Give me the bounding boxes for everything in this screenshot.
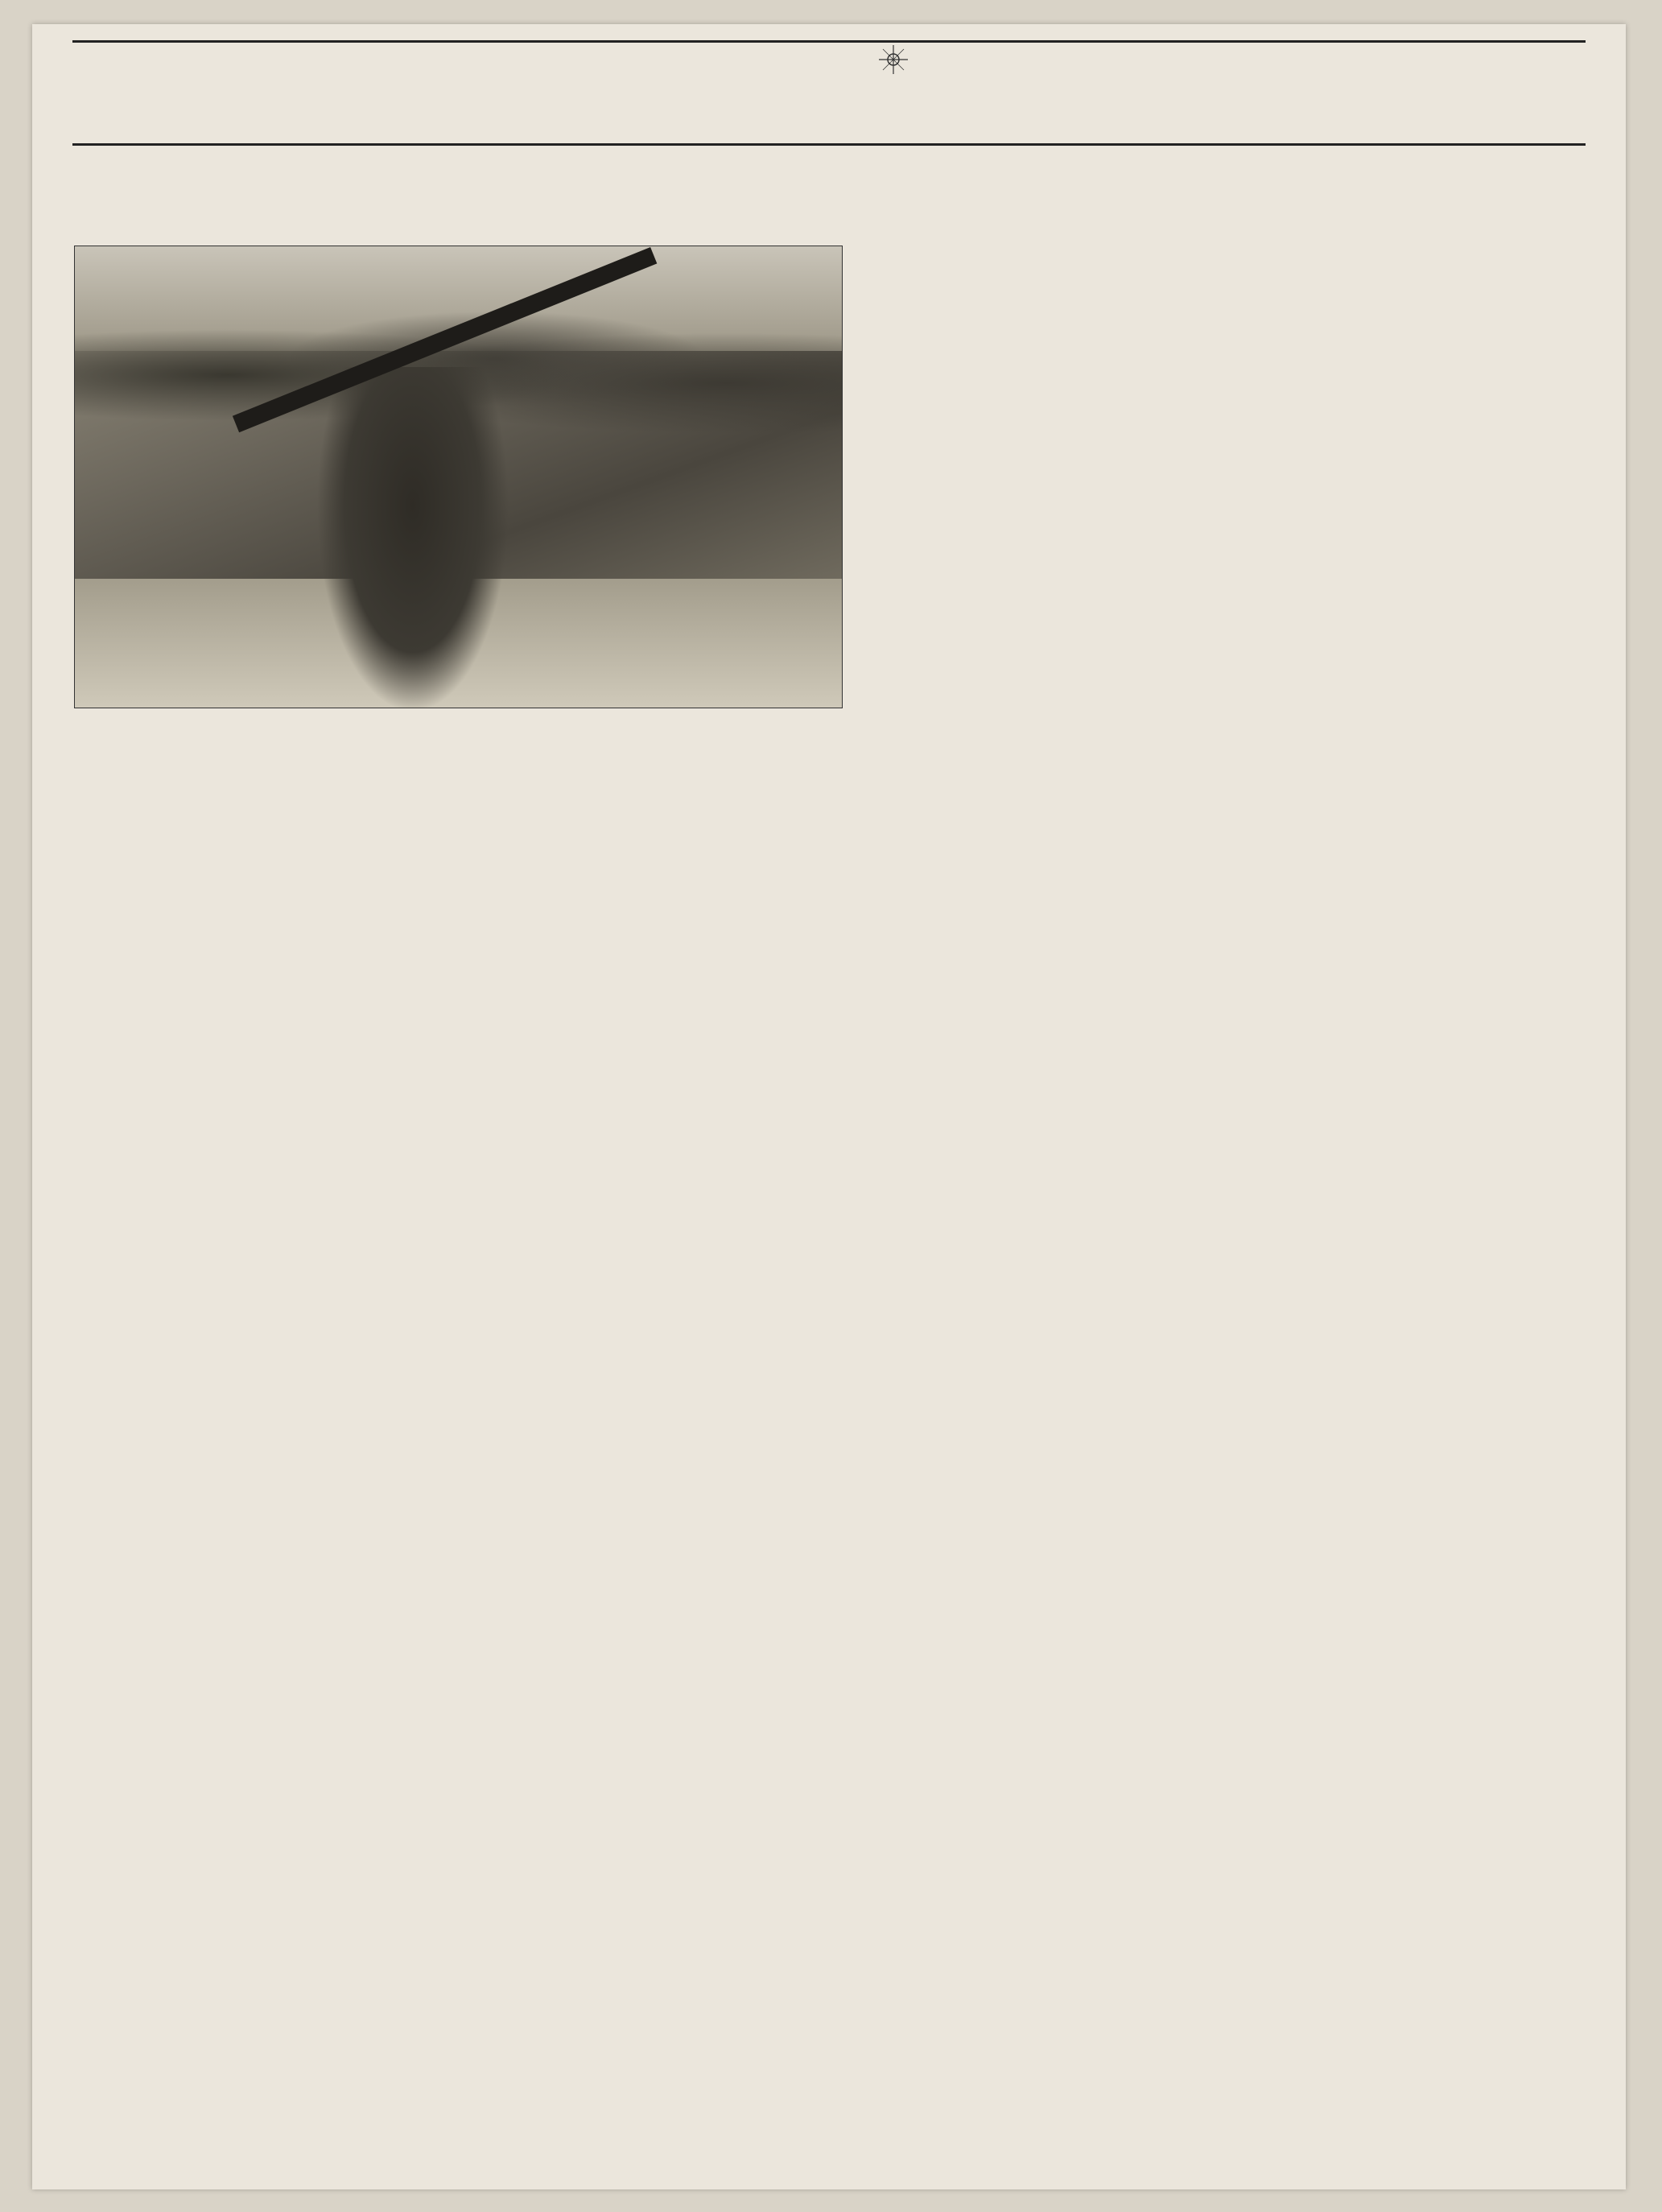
newspaper-page <box>32 24 1626 2189</box>
masthead-top-rule <box>72 40 1586 43</box>
soldier-figure <box>316 367 509 708</box>
soldier-photo <box>74 246 843 708</box>
masthead-bottom-rule <box>72 143 1586 146</box>
masthead <box>72 40 1586 153</box>
compass-icon <box>877 43 909 76</box>
